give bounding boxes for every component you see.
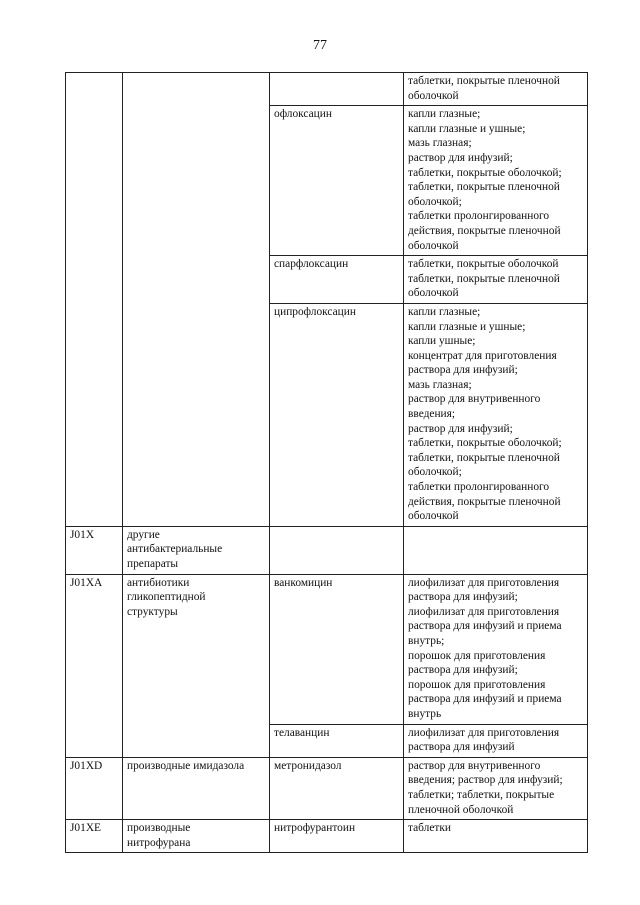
forms-cell: раствор для внутривенного введения; раствор для инфузий; таблетки; таблетки, покрытые пленочной оболочкой [404,757,588,819]
atc-code-cell: J01XA [66,574,123,757]
table-row [66,526,588,574]
table-row [66,574,588,724]
medication-table [65,72,588,853]
drug-cell [270,73,404,106]
atc-code-cell: J01X [66,526,123,574]
forms-cell: таблетки, покрытые пленочной оболочкой [404,73,588,106]
atc-code-cell: J01XE [66,820,123,853]
group-cell: антибиотики гликопептидной структуры [123,574,270,757]
drug-cell: нитрофурантоин [270,820,404,853]
group-cell: производные имидазола [123,757,270,819]
forms-cell: таблетки [404,820,588,853]
table-row [66,73,588,106]
forms-cell: таблетки, покрытые оболочкой таблетки, покрытые пленочной оболочкой [404,256,588,304]
drug-cell: спарфлоксацин [270,256,404,304]
group-cell: производные нитрофурана [123,820,270,853]
drug-cell: ципрофлоксацин [270,303,404,526]
page-number: 77 [313,38,327,53]
group-cell: другие антибактериальные препараты [123,526,270,574]
forms-cell: капли глазные; капли глазные и ушные; мазь глазная; раствор для инфузий; таблетки, покрытые оболочкой; таблетки, покрытые пленочной оболочкой; таблетки пролонгированного действия, покрытые пленочной оболочкой [404,106,588,256]
forms-cell: лиофилизат для приготовления раствора для инфузий [404,724,588,757]
forms-cell: лиофилизат для приготовления раствора для инфузий; лиофилизат для приготовления раствора для инфузий и приема внутрь; порошок для приготовления раствора для инфузий; порошок для приготовления раствора для инфузий и приема внутрь [404,574,588,724]
drug-cell: метронидазол [270,757,404,819]
drug-cell: ванкомицин [270,574,404,724]
forms-cell [404,526,588,574]
drug-cell: телаванцин [270,724,404,757]
atc-code-cell [66,73,123,527]
group-cell [123,73,270,527]
drug-cell: офлоксацин [270,106,404,256]
atc-code-cell: J01XD [66,757,123,819]
forms-cell: капли глазные; капли глазные и ушные; капли ушные; концентрат для приготовления раствора для инфузий; мазь глазная; раствор для внутривенного введения; раствор для инфузий; таблетки, покрытые оболочкой; таблетки, покрытые пленочной оболочкой; таблетки пролонгированного действия, покрытые пленочной оболочкой [404,303,588,526]
table-row [66,757,588,819]
table-row [66,820,588,853]
drug-cell [270,526,404,574]
